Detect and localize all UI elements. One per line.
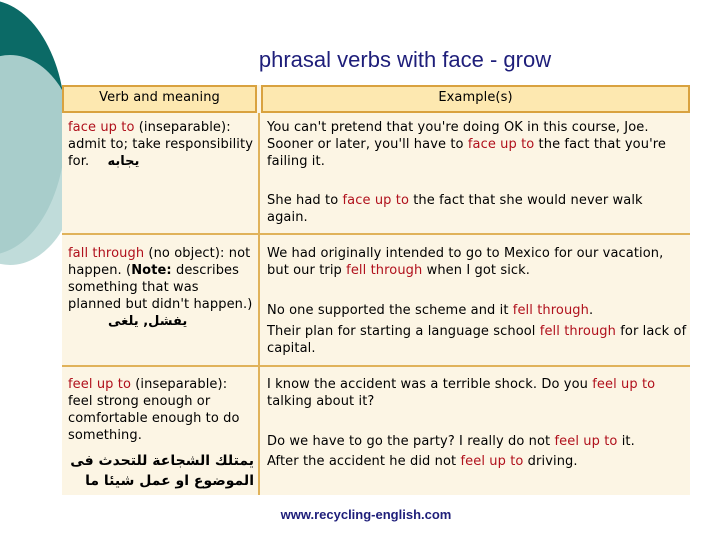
footer-url: www.recycling-english.com	[280, 507, 452, 522]
row-2-example-2: No one supported the scheme and it fell through.	[267, 303, 594, 318]
verb-meaning: (inseparable): admit to; take responsibility for.	[68, 120, 253, 169]
row-3-verb: feel up to (inseparable): feel strong enough or comfortable enough to do something.	[68, 377, 240, 443]
verb-keyword: face up to	[68, 120, 135, 135]
header-example: Example(s)	[261, 85, 690, 113]
row-2-example-1: We had originally intended to go to Mexico for our vacation, but our trip fell through when I got sick.	[267, 246, 664, 278]
row-3-verb-arabic-2: الموضوع او عمل شيئا ما	[85, 473, 254, 489]
phrasal-verbs-table	[62, 85, 690, 495]
row-2-verb: fall through (no object): not happen. (Note: describes something that was planned but didn't happen.) يفشل, يلغى	[68, 246, 253, 329]
row-1-example-1: You can't pretend that you're doing OK in this course, Joe. Sooner or later, you'll have to face up to the fact that you're failing it.	[267, 120, 666, 169]
verb-arabic: يفشل, يلغى	[108, 314, 188, 329]
row-3-example-3: After the accident he did not feel up to driving.	[267, 454, 578, 469]
row-1-verb	[68, 119, 254, 170]
page-title: phrasal verbs with face - grow	[258, 47, 552, 72]
row-1-example-2: She had to face up to the fact that she would never walk again.	[267, 193, 643, 225]
header-verb: Verb and meaning	[62, 85, 257, 113]
row-3-example-2: Do we have to go the party? I really do not feel up to it.	[267, 434, 635, 449]
row-3-example-1: I know the accident was a terrible shock. Do you feel up to talking about it?	[267, 377, 656, 409]
verb-arabic: يجابه	[107, 154, 140, 169]
row-3-verb-arabic-1: يمتلك الشجاعة للتحدث فى	[70, 453, 254, 469]
row-2-example-3: Their plan for starting a language school fell through for lack of capital.	[267, 324, 687, 356]
